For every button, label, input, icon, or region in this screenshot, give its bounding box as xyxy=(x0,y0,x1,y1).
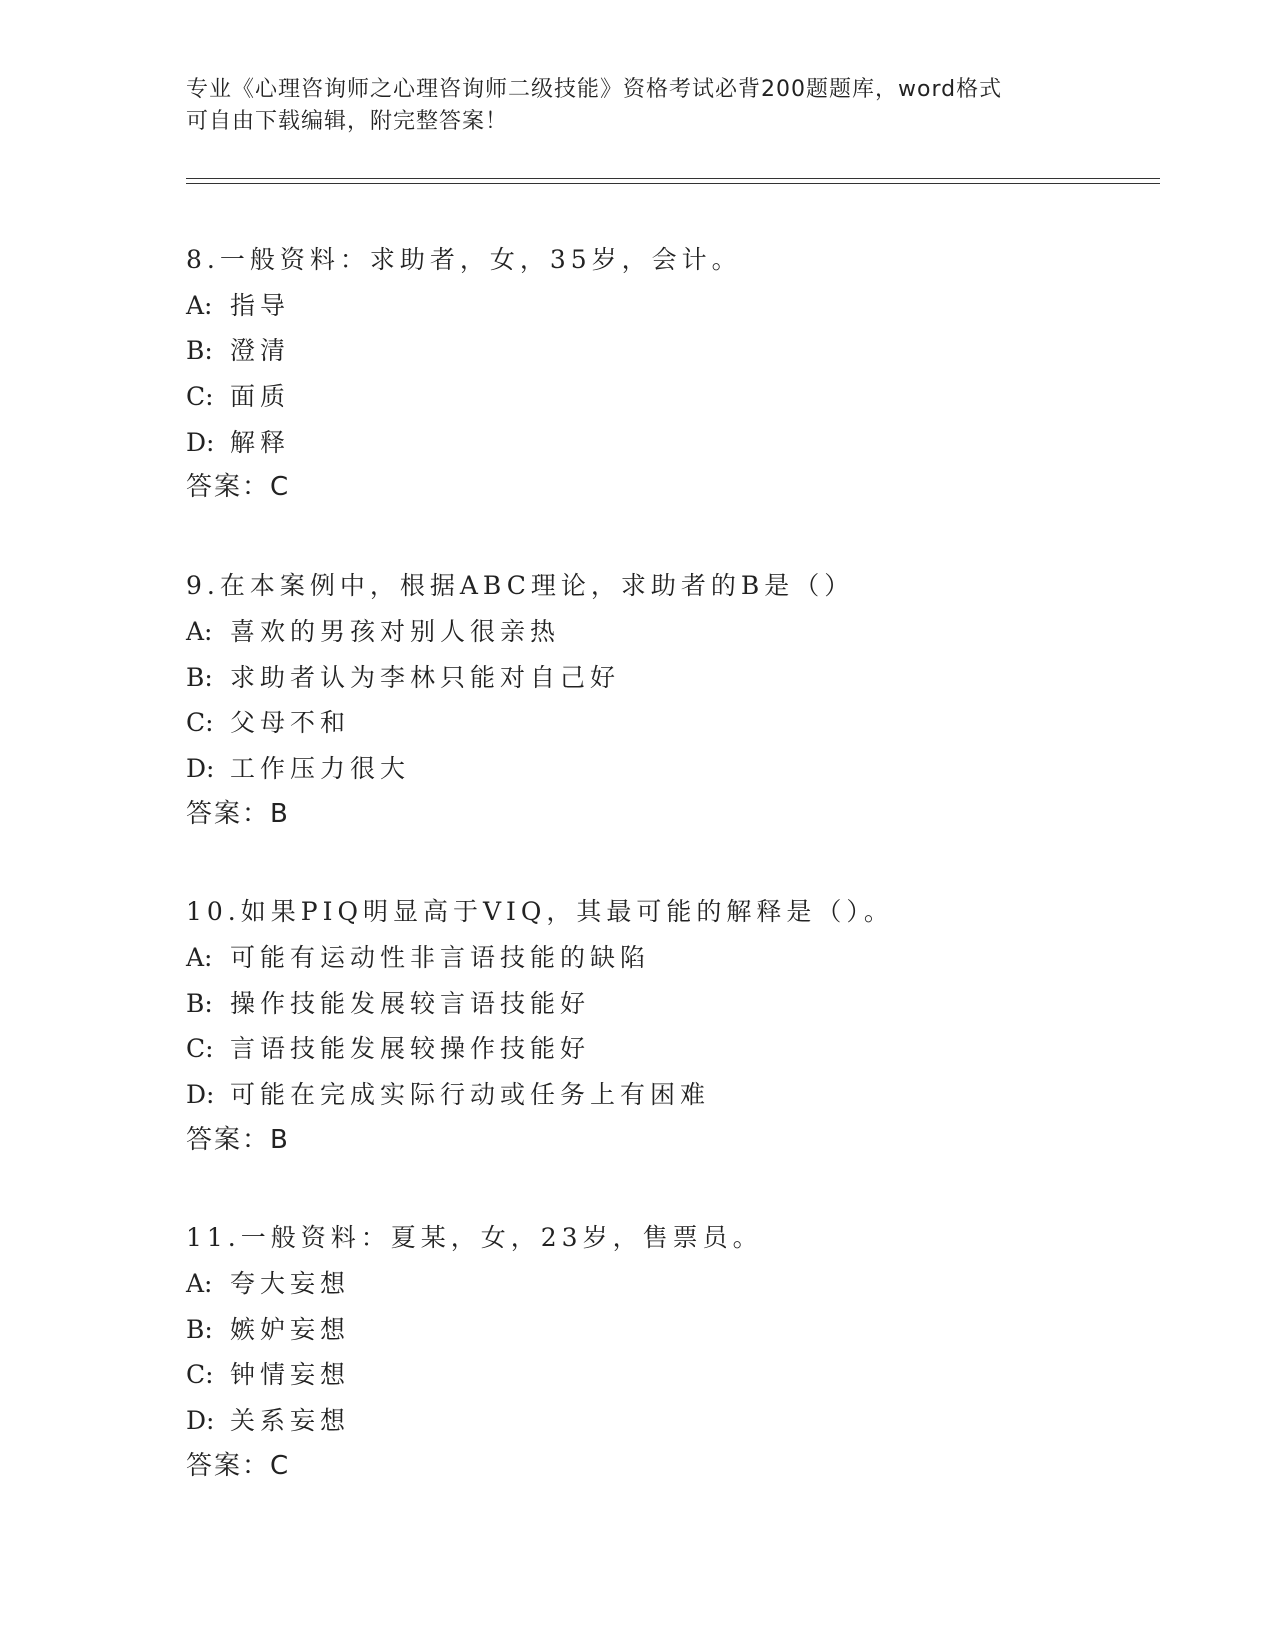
option-text: 可能在完成实际行动或任务上有困难 xyxy=(230,1080,711,1109)
option-d xyxy=(186,1398,1136,1444)
option-text: 可能有运动性非言语技能的缺陷 xyxy=(230,942,651,972)
option-b xyxy=(186,328,1136,374)
option-letter: A: xyxy=(186,942,213,972)
question-list xyxy=(186,237,1136,1542)
option-letter: C: xyxy=(186,1360,214,1390)
answer-line: 答案：C xyxy=(186,1450,291,1481)
question-stem: 9.在本案例中，根据ABC理论，求助者的B是（） xyxy=(186,571,855,601)
option-text: 面质 xyxy=(230,382,291,412)
option-text: 关系妄想 xyxy=(230,1406,351,1436)
option-c xyxy=(186,374,1136,420)
option-d xyxy=(186,746,1136,792)
option-d xyxy=(186,420,1136,466)
option-b xyxy=(186,1307,1136,1353)
option-text: 解释 xyxy=(230,427,291,457)
header-line-1: 专业《心理咨询师之心理咨询师二级技能》资格考试必背200题题库，word格式 xyxy=(186,77,1003,102)
option-a xyxy=(186,935,1136,981)
option-letter: D: xyxy=(186,1406,215,1436)
option-letter: D: xyxy=(186,427,215,457)
question-stem: 8.一般资料：求助者，女，35岁，会计。 xyxy=(186,245,742,274)
header-divider-bottom xyxy=(186,183,1160,184)
option-text: 钟情妄想 xyxy=(230,1360,351,1390)
question-11 xyxy=(186,1215,1136,1489)
option-letter: A: xyxy=(186,290,213,320)
option-letter: B: xyxy=(186,662,213,692)
option-c xyxy=(186,1352,1136,1398)
option-text: 父母不和 xyxy=(230,708,351,738)
option-c xyxy=(186,700,1136,746)
option-text: 操作技能发展较言语技能好 xyxy=(230,988,591,1018)
question-8 xyxy=(186,237,1136,511)
option-letter: C: xyxy=(186,708,214,738)
option-text: 求助者认为李林只能对自己好 xyxy=(230,662,621,692)
option-letter: B: xyxy=(186,336,213,366)
option-text: 夸大妄想 xyxy=(230,1269,351,1299)
option-letter: D: xyxy=(186,1080,215,1109)
option-text: 工作压力很大 xyxy=(230,753,411,783)
option-text: 指导 xyxy=(230,290,291,320)
option-letter: B: xyxy=(186,1314,213,1344)
option-text: 嫉妒妄想 xyxy=(230,1314,351,1344)
option-letter: D: xyxy=(186,753,215,783)
option-text: 言语技能发展较操作技能好 xyxy=(230,1034,591,1064)
option-a xyxy=(186,609,1136,655)
option-text: 喜欢的男孩对别人很亲热 xyxy=(230,616,561,646)
option-d xyxy=(186,1072,1136,1118)
option-a xyxy=(186,283,1136,329)
option-letter: A: xyxy=(186,616,213,646)
option-text: 澄清 xyxy=(230,336,291,366)
option-a xyxy=(186,1261,1136,1307)
question-10 xyxy=(186,889,1136,1163)
header-divider-top xyxy=(186,178,1160,179)
option-b xyxy=(186,655,1136,701)
option-letter: A: xyxy=(186,1269,213,1299)
option-b xyxy=(186,981,1136,1027)
document-header xyxy=(186,74,1086,138)
option-letter: C: xyxy=(186,1034,214,1064)
question-stem: 11.一般资料：夏某，女，23岁，售票员。 xyxy=(186,1223,763,1253)
option-letter: C: xyxy=(186,382,214,412)
option-letter: B: xyxy=(186,988,213,1018)
answer-line: 答案：C xyxy=(186,472,291,503)
answer-line: 答案：B xyxy=(186,798,290,829)
answer-line: 答案：B xyxy=(186,1124,290,1155)
question-stem: 10.如果PIQ明显高于VIQ，其最可能的解释是（）。 xyxy=(186,897,894,927)
option-c xyxy=(186,1026,1136,1072)
question-9 xyxy=(186,563,1136,837)
header-line-2: 可自由下载编辑，附完整答案！ xyxy=(186,109,509,134)
